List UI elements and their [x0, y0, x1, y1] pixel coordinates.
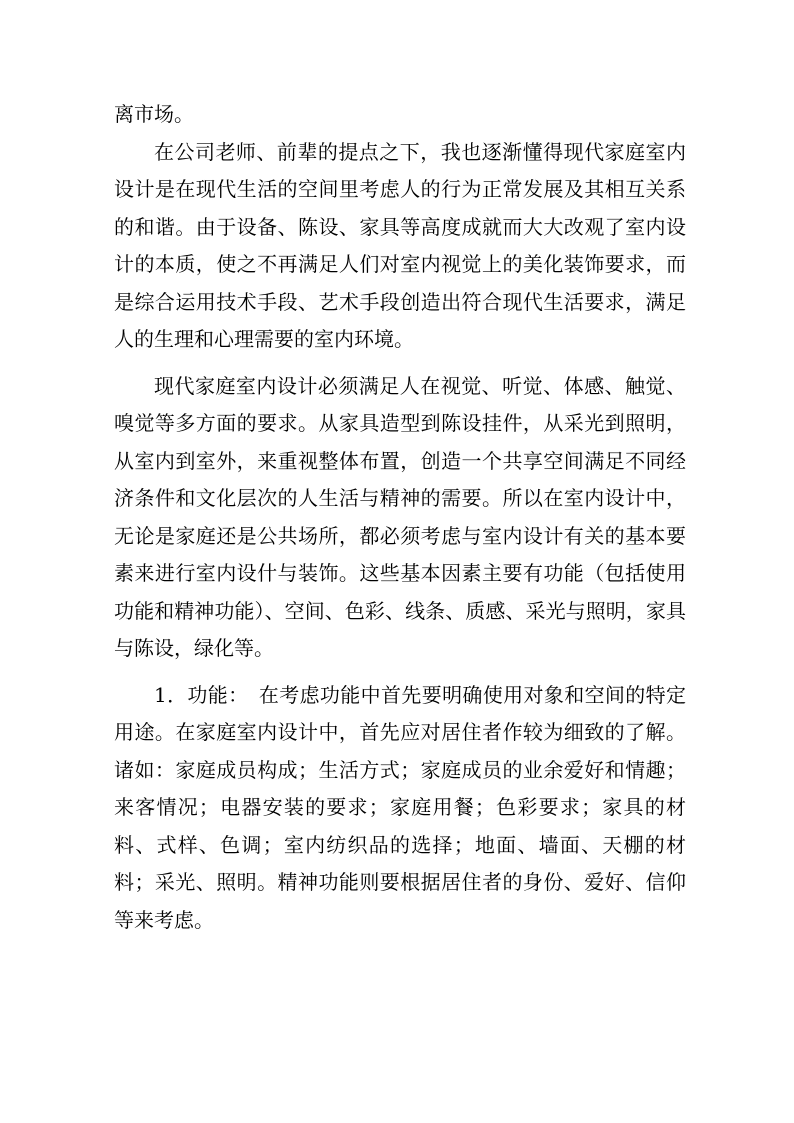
paragraph-requirements: 现代家庭室内设计必须满足人在视觉、听觉、体感、触觉、嗅觉等多方面的要求。从家具造型到陈设挂件，从采光到照明，从室内到室外，来重视整体布置，创造一个共享空间满足不同经济条件和文化层次的人生活与精神的需要。所以在室内设计中，无论是家庭还是公共场所，都必须考虑与室内设计有关的基本要素来进行室内设什与装饰。这些基本因素主要有功能（包括使用功能和精神功能）、空间、色彩、线条、质感、采光与照明，家具与陈设，绿化等。: [114, 373, 686, 660]
paragraph-function: 1．功能： 在考虑功能中首先要明确使用对象和空间的特定用途。在家庭室内设计中，首先应对居住者作较为细致的了解。诸如：家庭成员构成；生活方式；家庭成员的业余爱好和情趣；来客情况；电器安装的要求；家庭用餐；色彩要求；家具的材料、式样、色调；室内纺织品的选择；地面、墙面、天棚的材料；采光、照明。精神功能则要根据居住者的身份、爱好、信仰等来考虑。: [114, 682, 686, 932]
paragraph-design-understanding: 在公司老师、前辈的提点之下，我也逐渐懂得现代家庭室内设计是在现代生活的空间里考虑人的行为正常发展及其相互关系的和谐。由于设备、陈设、家具等高度成就而大大改观了室内设计的本质，使之不再满足人们对室内视觉上的美化装饰要求，而是综合运用技术手段、艺术手段创造出符合现代生活要求，满足人的生理和心理需要的室内环境。: [114, 139, 686, 351]
paragraph-continuation: 离市场。: [114, 102, 194, 126]
document-page: [114, 96, 686, 939]
